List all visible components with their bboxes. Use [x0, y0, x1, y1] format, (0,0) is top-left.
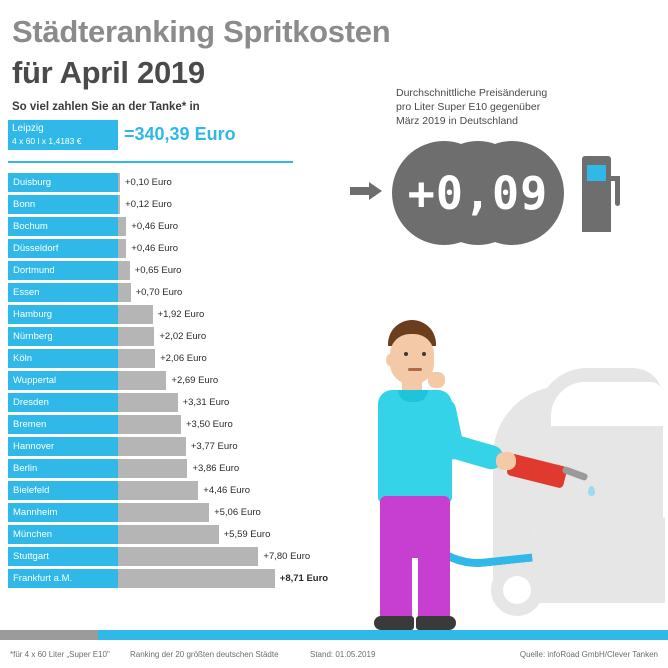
- ranking-row: [8, 458, 338, 480]
- value-bar: [118, 481, 198, 500]
- value-bar: [118, 393, 178, 412]
- footnote-liters: *für 4 x 60 Liter „Super E10": [10, 650, 110, 659]
- value-label: +0,65 Euro: [134, 265, 182, 276]
- city-label: Wuppertal: [13, 375, 57, 386]
- page-subtitle: So viel zahlen Sie an der Tanke* in: [12, 101, 200, 113]
- baseline-total-label: =340,39 Euro: [124, 124, 236, 144]
- city-label: Dortmund: [13, 265, 55, 276]
- value-bar: [118, 459, 187, 478]
- city-label: Bielefeld: [13, 485, 50, 496]
- footnote-source: Quelle: infoRoad GmbH/Clever Tanken: [519, 650, 658, 659]
- city-label: Hannover: [13, 441, 55, 452]
- ranking-row: [8, 524, 338, 546]
- ranking-row: [8, 326, 338, 348]
- value-bar: [118, 217, 126, 236]
- shoe-right: [416, 616, 456, 630]
- value-bar: [118, 547, 258, 566]
- city-label: Düsseldorf: [13, 243, 59, 254]
- city-label: Dresden: [13, 397, 49, 408]
- value-bar: [118, 525, 219, 544]
- value-bar: [118, 503, 209, 522]
- value-label: +2,02 Euro: [159, 331, 207, 342]
- value-label: +0,46 Euro: [131, 221, 179, 232]
- value-label: +5,06 Euro: [214, 507, 261, 518]
- value-bar: [118, 195, 120, 214]
- ranking-row: [8, 304, 338, 326]
- eye-right: [422, 352, 426, 356]
- city-label: Essen: [13, 287, 40, 298]
- value-bar: [118, 349, 155, 368]
- city-label: Nürnberg: [13, 331, 53, 342]
- price-change-note-line-2: pro Liter Super E10 gegenüber: [396, 101, 541, 113]
- ranking-row: [8, 568, 338, 590]
- ranking-row: [8, 546, 338, 568]
- fuel-drop: [588, 486, 595, 496]
- footer-bar: [0, 630, 668, 640]
- ranking-row: [8, 238, 338, 260]
- city-label: Mannheim: [13, 507, 58, 518]
- value-label: +0,12 Euro: [125, 199, 172, 210]
- value-label: +0,46 Euro: [131, 243, 179, 254]
- value-label: +1,92 Euro: [157, 309, 205, 320]
- value-bar: [118, 173, 120, 192]
- city-label: Berlin: [13, 463, 38, 474]
- value-label: +7,80 Euro: [263, 551, 311, 562]
- value-bar: [118, 239, 126, 258]
- value-label: +3,86 Euro: [192, 463, 240, 474]
- value-label: +3,77 Euro: [190, 441, 238, 452]
- ranking-row: [8, 216, 338, 238]
- city-label: Frankfurt a.M.: [13, 573, 73, 584]
- ranking-row: [8, 260, 338, 282]
- baseline-calculation-label: 4 x 60 l x 1,4183 €: [12, 136, 82, 146]
- page-title-line-1: Städteranking Spritkosten: [12, 14, 391, 49]
- footnote-date: Stand: 01.05.2019: [310, 650, 376, 659]
- value-label: +3,50 Euro: [186, 419, 233, 430]
- price-change-note: [396, 86, 576, 128]
- value-bar: [118, 415, 181, 434]
- value-label: +4,46 Euro: [203, 485, 251, 496]
- ranking-row: [8, 172, 338, 194]
- city-label: Bochum: [13, 221, 48, 232]
- eye-left: [404, 352, 408, 356]
- ranking-row: [8, 370, 338, 392]
- value-label: +3,31 Euro: [182, 397, 230, 408]
- value-bar: [118, 283, 131, 302]
- city-label: Köln: [13, 353, 33, 364]
- value-label: +0,70 Euro: [135, 287, 183, 298]
- city-label: Hamburg: [13, 309, 53, 320]
- hand-chin: [428, 372, 445, 388]
- ear: [386, 354, 394, 366]
- price-change-graphic: [392, 141, 564, 245]
- baseline-city-label: Leipzig: [12, 123, 44, 134]
- city-label: Bonn: [13, 199, 36, 210]
- city-label: Duisburg: [13, 177, 52, 188]
- ranking-row: [8, 392, 338, 414]
- ranking-row: [8, 282, 338, 304]
- value-label: +8,71 Euro: [279, 573, 329, 584]
- mouth: [408, 368, 422, 371]
- footnote-ranking: Ranking der 20 größten deutschen Städte: [130, 650, 279, 659]
- city-label: Bremen: [13, 419, 47, 430]
- ranking-row: [8, 194, 338, 216]
- fuel-pump-icon: [582, 156, 622, 232]
- leg-gap: [412, 558, 418, 622]
- ranking-list: [8, 172, 338, 590]
- page-title-line-2: für April 2019: [12, 55, 205, 90]
- ranking-row: [8, 502, 338, 524]
- value-bar: [118, 261, 130, 280]
- divider: [8, 161, 293, 163]
- value-label: +5,59 Euro: [223, 529, 271, 540]
- value-bar: [118, 327, 154, 346]
- city-label: Stuttgart: [13, 551, 49, 562]
- value-label: +2,69 Euro: [171, 375, 219, 386]
- value-bar: [118, 569, 275, 588]
- hand-holding-nozzle: [496, 452, 516, 470]
- ranking-row: [8, 348, 338, 370]
- person-illustration: [350, 320, 540, 640]
- value-bar: [118, 305, 153, 324]
- footer-bar-grey-segment: [0, 630, 98, 640]
- ranking-row: [8, 480, 338, 502]
- value-bar: [118, 371, 166, 390]
- value-bar: [118, 437, 186, 456]
- ranking-row: [8, 436, 338, 458]
- city-label: München: [13, 529, 53, 540]
- price-change-note-line-1: Durchschnittliche Preisänderung: [396, 87, 548, 99]
- shoe-left: [374, 616, 414, 630]
- value-label: +0,10 Euro: [125, 177, 172, 188]
- price-change-note-line-3: März 2019 in Deutschland: [396, 115, 518, 127]
- price-change-value: +0,09: [407, 166, 549, 220]
- value-label: +2,06 Euro: [160, 353, 207, 364]
- ranking-row: [8, 414, 338, 436]
